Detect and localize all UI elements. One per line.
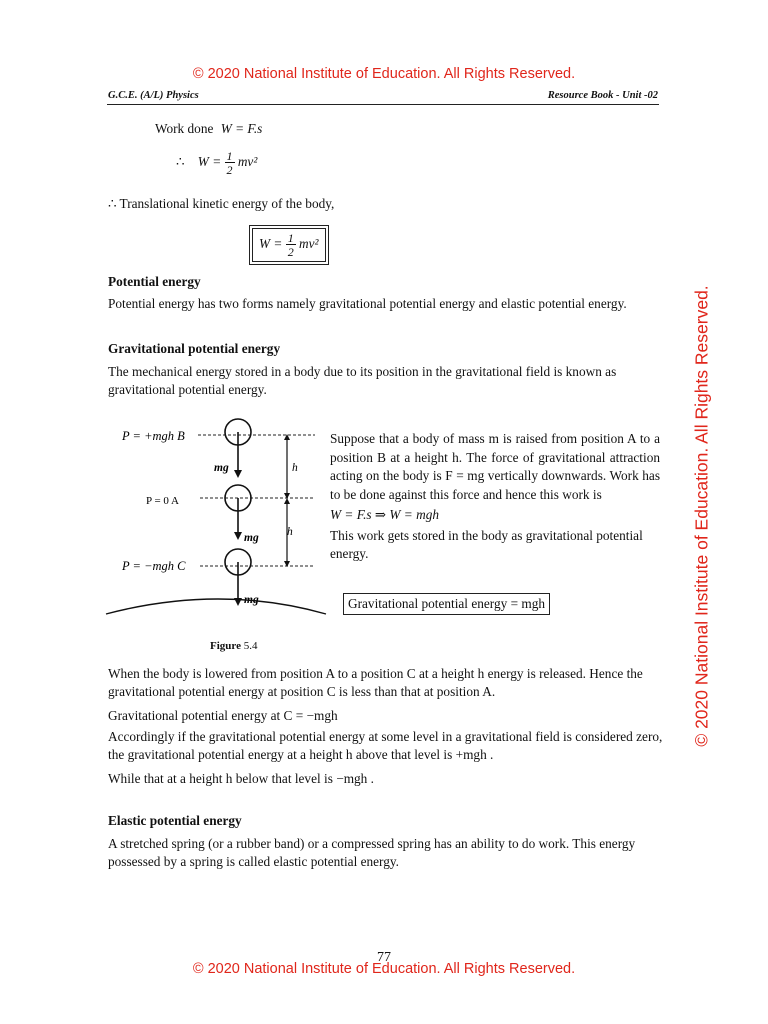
gravitational-text: The mechanical energy stored in a body due to its position in the gravitational field is known as gravitational potential energy. [108,364,617,397]
figure-explanation-p2: This work gets stored in the body as gravitational potential energy. [330,527,643,561]
ground-curve [106,599,326,614]
work-done-eq: W = F.s [220,121,263,136]
ke-boxed-rhs: mv² [299,236,319,252]
ke-boxed-fraction [286,232,296,258]
ke-denominator: 2 [226,163,233,177]
header-rule [107,104,659,105]
header-course: G.C.E. (A/L) Physics [108,90,199,101]
work-done-line [155,120,262,138]
zero-level-paragraph: Accordingly if the gravitational potential energy at some level in a gravitational field is considered zero, the gravitational potential energy at a height h above that level is +mgh . [108,729,663,762]
elastic-text: A stretched spring (or a rubber band) or a compressed spring has an ability to do work. This energy possessed by a spring is called elastic potential energy. [108,836,636,869]
mg-label-b: mg [214,462,229,474]
header-resource: Resource Book - Unit -02 [547,90,658,101]
ke-derivation [176,150,257,176]
figure-caption-label: Figure [210,640,241,652]
gravitational-heading: Gravitational potential energy [108,341,281,356]
lowering-paragraph: When the body is lowered from position A to a position C at a height h energy is released. Hence the gravitational potential energy at position C is less than that at position A. [108,666,643,699]
copyright-top: © 2020 National Institute of Education. All Rights Reserved. [192,66,576,82]
ke-boxed-lhs: W = [259,236,283,252]
ke-boxed-denominator: 2 [287,245,294,259]
ke-sentence: ∴ Translational kinetic energy of the body, [108,196,335,211]
figure-explanation [330,430,660,564]
ke-rhs: mv² [237,154,258,170]
ke-lhs: W = [197,154,222,170]
copyright-side-text: © 2020 National Institute of Education. All Rights Reserved. [691,285,712,747]
page-number: 77 [377,950,391,965]
potential-text: Potential energy has two forms namely gravitational potential energy and elastic potential energy. [108,296,627,311]
figure-caption-number: 5.4 [243,640,258,652]
gpe-at-c: Gravitational potential energy at C = −mgh [108,708,338,723]
gpe-boxed-formula: Gravitational potential energy = mgh [343,593,550,615]
height-label-upper: h [292,462,298,474]
below-level-paragraph: While that at a height h below that level is −mgh . [108,771,374,786]
label-position-b: P = +mgh B [122,429,185,443]
figure-explanation-p1: Suppose that a body of mass m is raised from position A to a position B at a height h. The force of gravitational attraction acting on the body is F = mg vertically downwards. Work has to be done against this force and hence this work is [330,431,660,502]
ke-boxed-numerator: 1 [287,231,294,245]
copyright-bottom: © 2020 National Institute of Education. All Rights Reserved. [192,961,576,977]
figure-caption [210,640,257,652]
label-position-c: P = −mgh C [122,559,186,573]
ke-fraction [225,150,235,176]
label-position-a: P = 0 A [146,495,179,507]
ke-boxed-formula [252,228,326,262]
work-done-label: Work done [155,121,214,136]
figure-diagram [100,418,330,624]
mg-label-a: mg [244,532,259,544]
figure-explanation-equation: W = F.s ⇒ W = mgh [330,507,439,522]
height-label-lower: h [287,526,293,538]
ke-numerator: 1 [226,149,233,163]
potential-heading: Potential energy [108,274,201,289]
elastic-heading: Elastic potential energy [108,813,242,828]
mg-label-c: mg [244,594,259,606]
therefore-symbol: ∴ [176,154,185,170]
